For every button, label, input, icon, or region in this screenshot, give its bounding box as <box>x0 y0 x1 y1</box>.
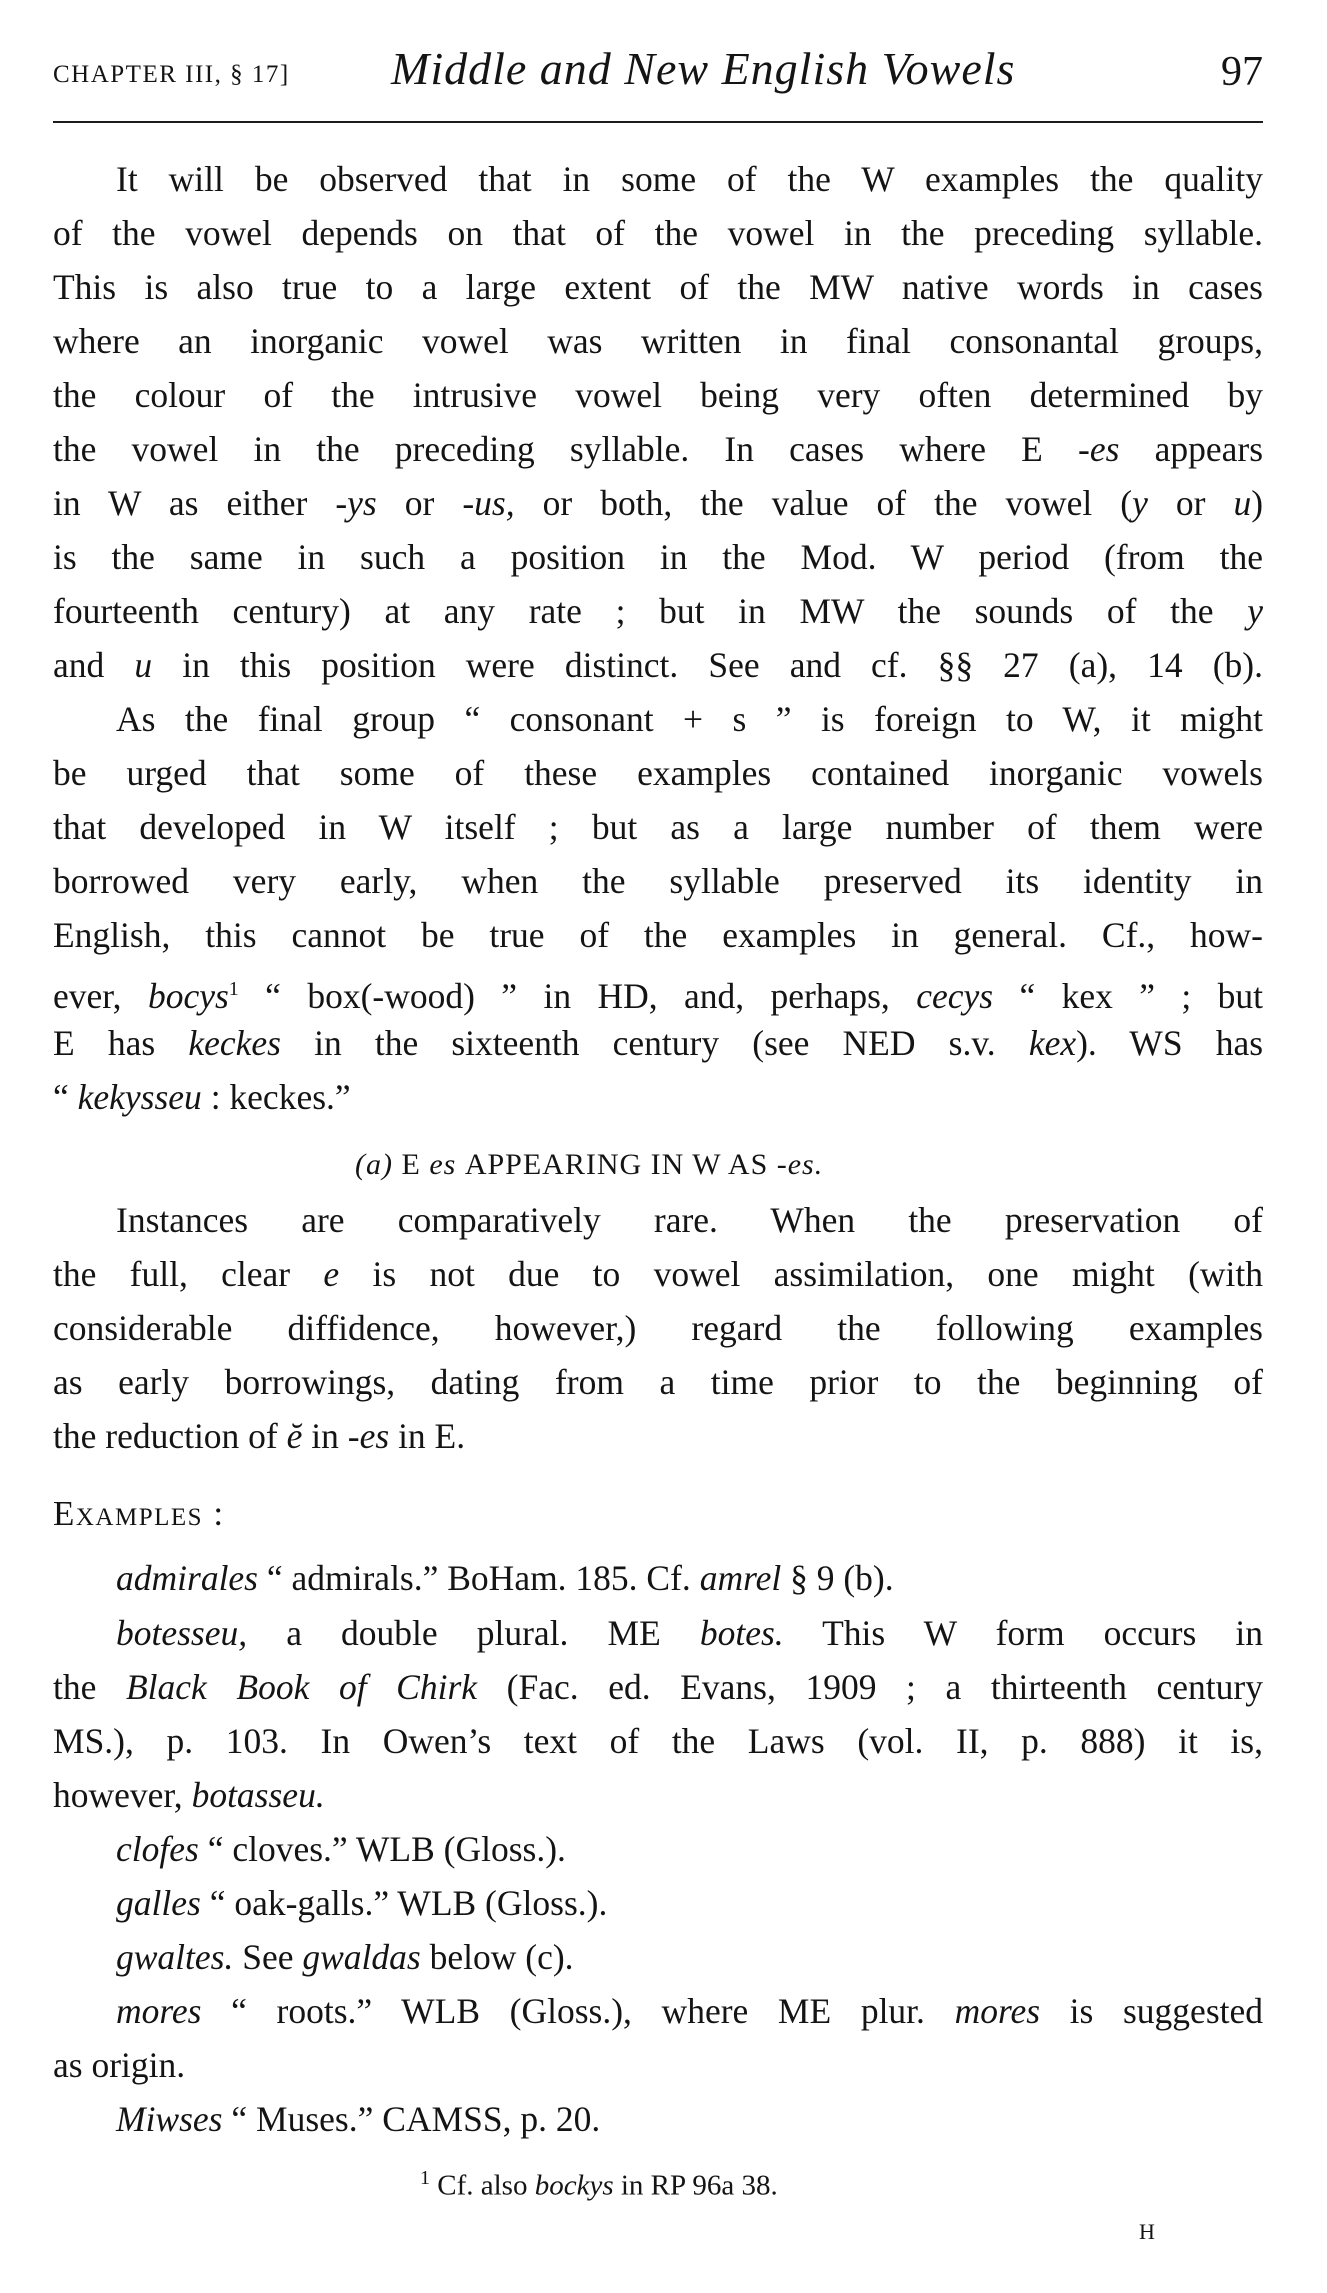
text-line: that developed in W itself ; but as a large number of them were <box>53 807 1263 847</box>
running-header <box>53 40 1263 110</box>
example-entry: clofes “ cloves.” WLB (Gloss.). <box>116 1829 566 1869</box>
page-number: 97 <box>1221 49 1263 95</box>
text-line: the full, clear e is not due to vowel assimilation, one might (with <box>53 1254 1264 1294</box>
footnote-marker: 1 <box>228 978 239 1000</box>
text-line: ever, bocys$^1$ “ box(-wood) ” in HD, and, perhaps, cecys “ kex ” ; but <box>53 975 1263 1016</box>
text-line: the vowel in the preceding syllable. In cases where E -es appears <box>53 429 1264 469</box>
text-line: Instances are comparatively rare. When the preservation of <box>116 1200 1263 1240</box>
text-line: fourteenth century) at any rate ; but in MW the sounds of the y <box>53 591 1263 631</box>
text-line: As the final group “ consonant + s ” is foreign to W, it might <box>116 699 1263 739</box>
example-entry: botesseu, a double plural. ME botes. This W form occurs in <box>116 1613 1264 1653</box>
example-entry: gwaltes. See gwaldas below (c). <box>116 1937 574 1977</box>
text-line: borrowed very early, when the syllable preserved its identity in <box>53 861 1263 901</box>
text-line: E has keckes in the sixteenth century (see NED s.v. kex). WS has <box>53 1023 1264 1063</box>
text-line: “ kekysseu : keckes.” <box>53 1077 351 1117</box>
page-title: Middle and New English Vowels <box>391 43 1016 94</box>
text-line: the reduction of ĕ in -es in E. <box>53 1416 466 1456</box>
text-line: This is also true to a large extent of the MW native words in cases <box>53 267 1263 307</box>
signature-mark: H <box>1139 2219 1155 2244</box>
text-line: in W as either -ys or -us, or both, the value of the vowel (y or u) <box>53 483 1264 523</box>
text-line: as early borrowings, dating from a time prior to the beginning of <box>53 1362 1263 1402</box>
example-entry: galles “ oak-galls.” WLB (Gloss.). <box>116 1883 608 1923</box>
example-entry: Miwses “ Muses.” CAMSS, p. 20. <box>116 2099 601 2139</box>
example-entry: mores “ roots.” WLB (Gloss.), where ME plur. mores is suggested <box>116 1991 1263 2031</box>
text-line: English, this cannot be true of the examples in general. Cf., how- <box>53 915 1263 955</box>
text-line: the colour of the intrusive vowel being very often determined by <box>53 375 1263 415</box>
chapter-reference: CHAPTER III, § 17] <box>53 61 290 88</box>
text-line: and u in this position were distinct. See and cf. §§ 27 (a), 14 (b). <box>53 645 1263 685</box>
text-line: where an inorganic vowel was written in final consonantal groups, <box>53 321 1263 361</box>
text-line: considerable diffidence, however,) regard the following examples <box>53 1308 1263 1348</box>
text-line: It will be observed that in some of the W examples the quality <box>116 159 1263 199</box>
example-entry: admirales “ admirals.” BoHam. 185. Cf. amrel § 9 (b). <box>116 1558 894 1598</box>
text-line: is the same in such a position in the Mod. W period (from the <box>53 537 1263 577</box>
section-heading: (a) E es APPEARING IN W AS -es. <box>355 1148 824 1181</box>
text-line: MS.), p. 103. In Owen’s text of the Laws (vol. II, p. 888) it is, <box>53 1721 1263 1761</box>
text-line: as origin. <box>53 2045 186 2085</box>
text-line: however, botasseu. <box>53 1775 325 1815</box>
text-line: of the vowel depends on that of the vowel in the preceding syllable. <box>53 213 1263 253</box>
examples-label: Examples : <box>53 1494 225 1533</box>
text-line: the Black Book of Chirk (Fac. ed. Evans, 1909 ; a thirteenth century <box>53 1667 1263 1707</box>
text-line: be urged that some of these examples contained inorganic vowels <box>53 753 1263 793</box>
header-rule <box>53 121 1263 123</box>
footnote: $^1$ Cf. also bockys in RP 96a 38. <box>420 2167 778 2202</box>
